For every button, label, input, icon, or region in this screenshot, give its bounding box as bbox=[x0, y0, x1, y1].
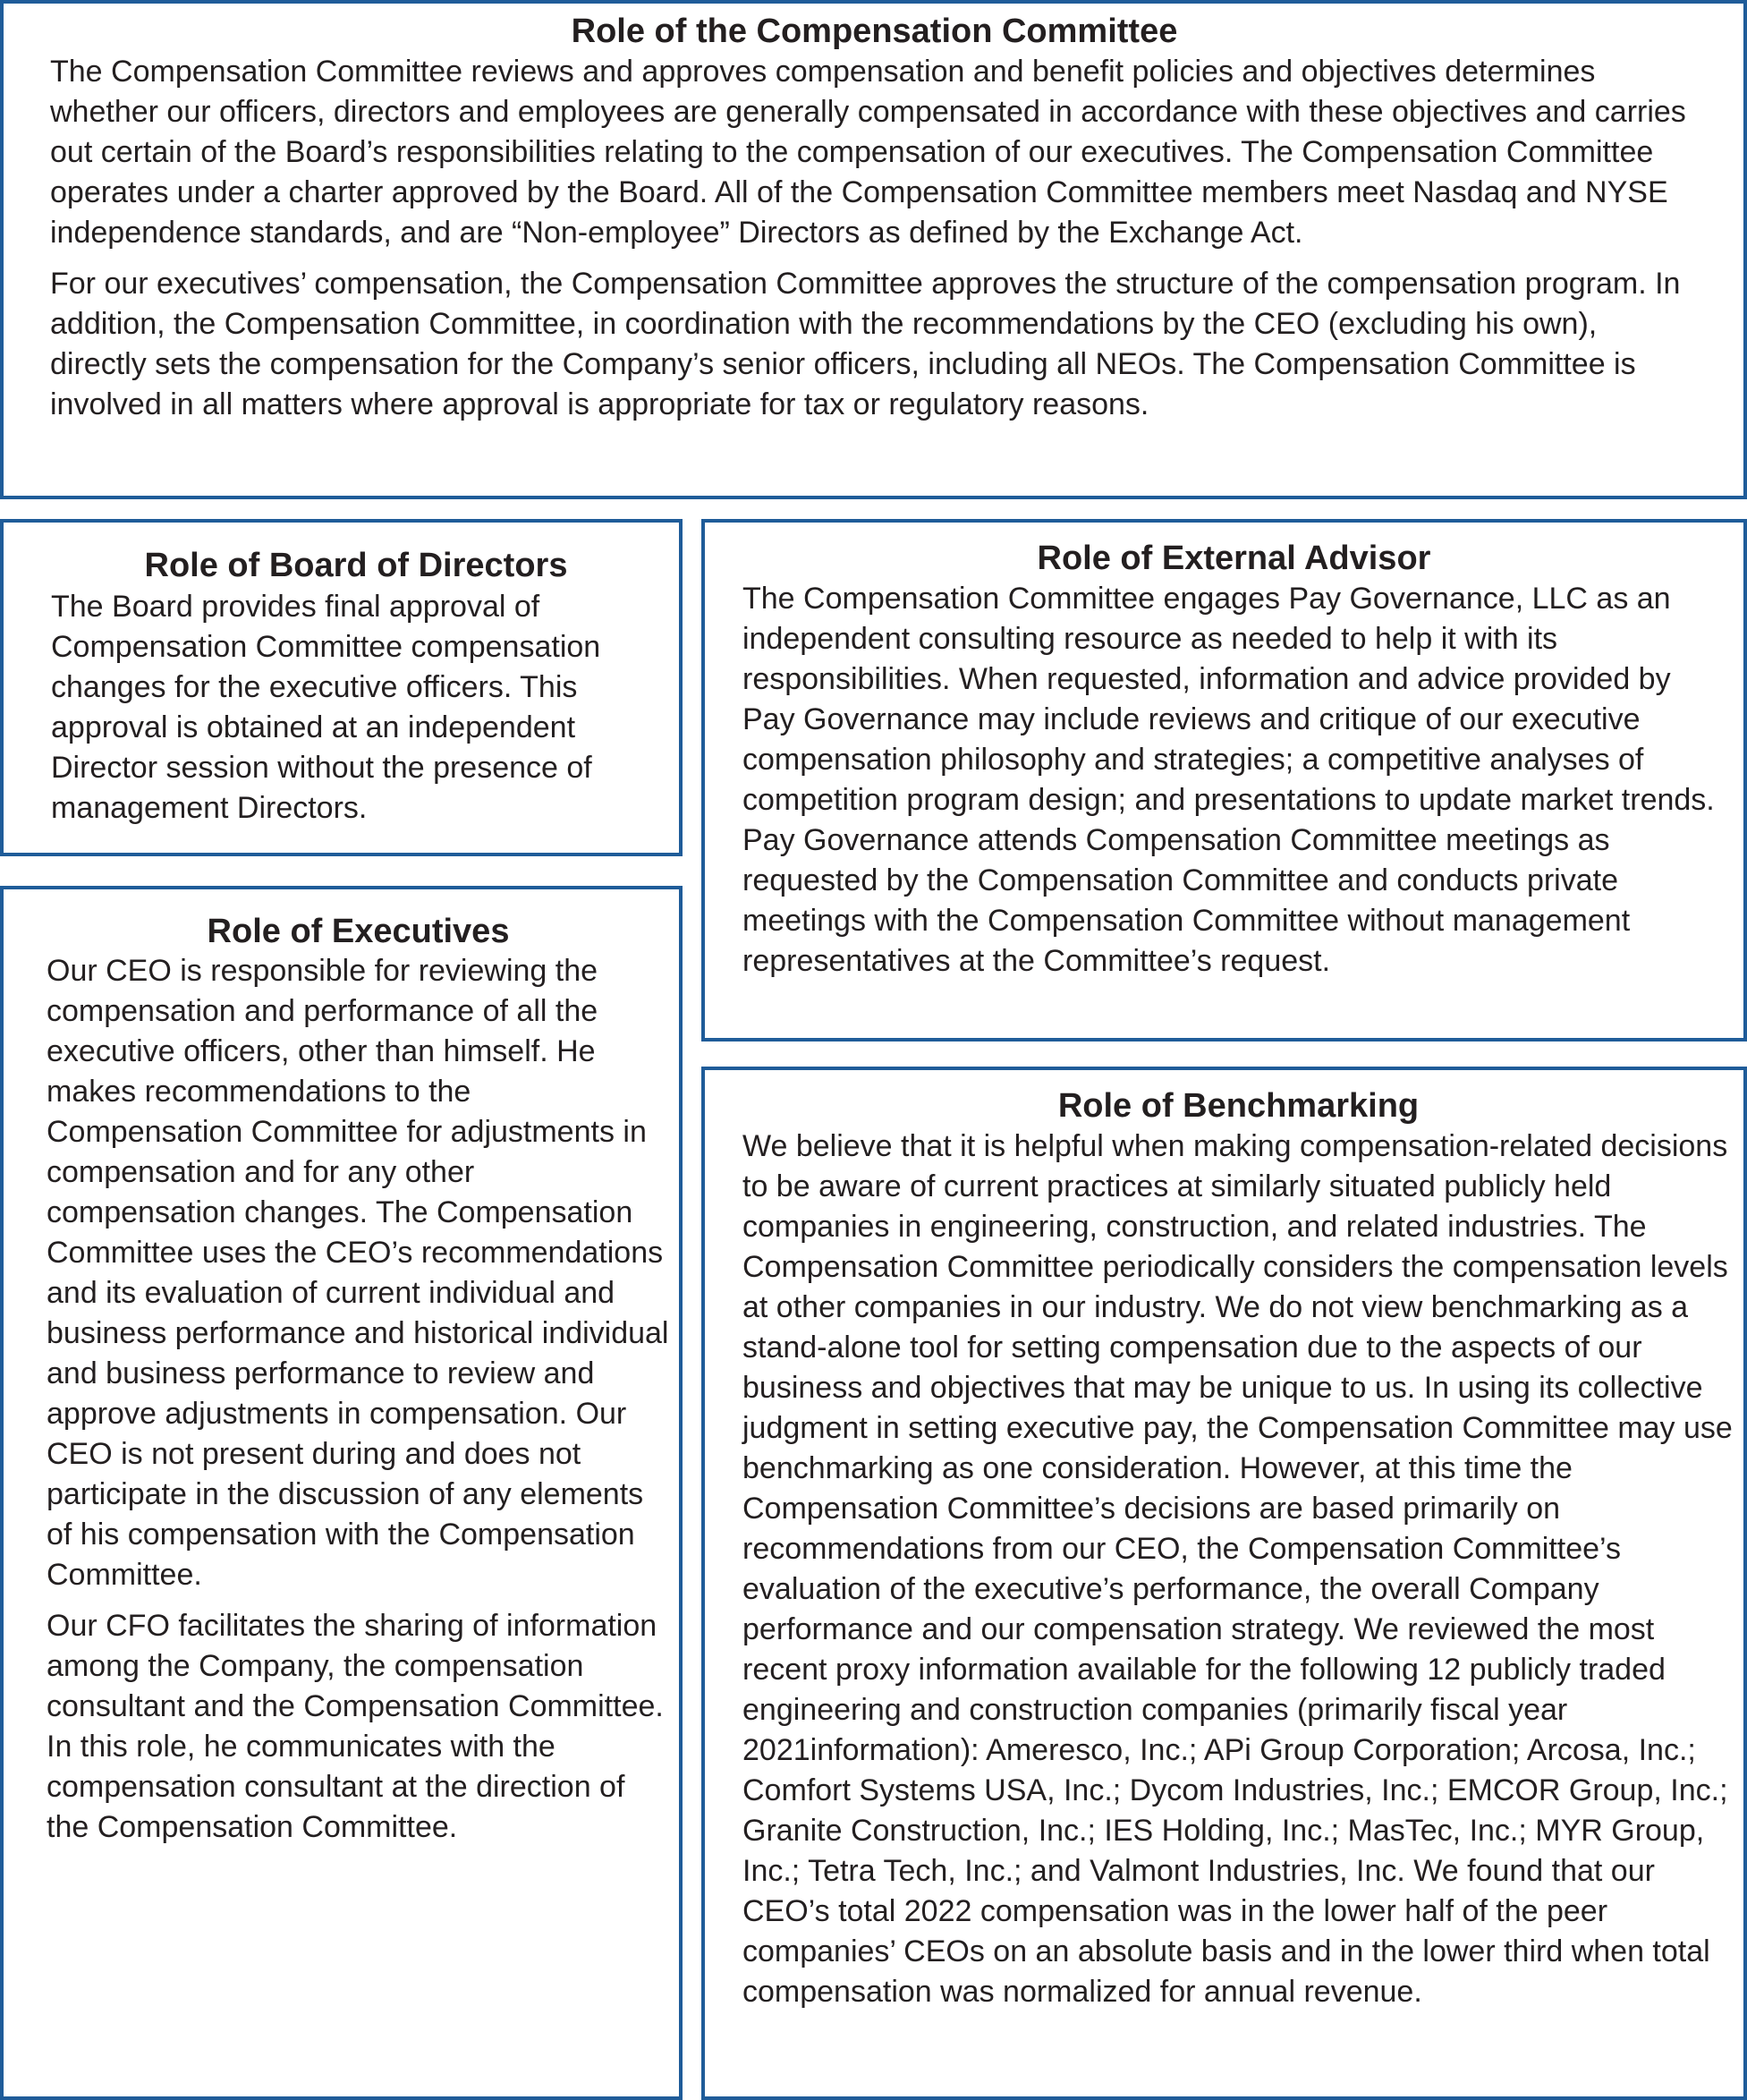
executives-paragraph-2: Our CFO facilitates the sharing of information among the Company, the compensation consultant and the Compensation Committee. In this role, he communicates with the compensation consultant at the direction of the Compensation Committee. bbox=[47, 1609, 664, 1844]
benchmarking-paragraph: We believe that it is helpful when making compensation-related decisions to be aware of current practices at similarly situated publicly held companies in engineering, construction, and related industries. The Compensation Committee periodically considers the compensation levels at other companies in our industry. We do not view benchmarking as a stand-alone tool for setting compensation due to the aspects of our business and objectives that may be unique to us. In using its collective judgment in setting executive pay, the Compensation Committee may use benchmarking as one consideration. However, at this time the Compensation Committee’s decisions are based primarily on recommendations from our CEO, the Compensation Committee’s evaluation of the executive’s performance, the overall Company performance and our compensation strategy. We reviewed the most recent proxy information available for the following 12 publicly traded engineering and construction companies (primarily fiscal year 2021information): Ameresco, Inc.; APi Group Corporation; Arcosa, Inc.; Comfort Systems USA, Inc.; Dycom Industries, Inc.; EMCOR Group, Inc.; Granite Construction, Inc.; IES Holding, Inc.; MasTec, Inc.; MYR Group, Inc.; Tetra Tech, Inc.; and Valmont Industries, Inc. We found that our CEO’s total 2022 compensation was in the lower half of the peer companies’ CEOs on an absolute basis and in the lower third when total compensation was normalized for annual revenue. bbox=[742, 1129, 1733, 2009]
compensation-committee-paragraph-2: For our executives’ compensation, the Compensation Committee approves the structure of the compensation program. In addition, the Compensation Committee, in coordination with the recommendations by the CEO (excluding his own), directly sets the compensation for the Company’s senior officers, including all NEOs. The Compensation Committee is involved in all matters where approval is appropriate for tax or regulatory reasons. bbox=[50, 267, 1681, 421]
executives-paragraph-1: Our CEO is responsible for reviewing the compensation and performance of all the executive officers, other than himself. He makes recommendations to the Compensation Committee for adjustments in compensation and for any other compensation changes. The Compensation Committee uses the CEO’s recommendations and its evaluation of current individual and business performance and historical individual and business performance to review and approve adjustments in compensation. Our CEO is not present during and does not participate in the discussion of any elements of his compensation with the Compensation Committee. bbox=[47, 954, 669, 1592]
board-of-directors-title: Role of Board of Directors bbox=[144, 547, 568, 584]
board-of-directors-paragraph: The Board provides final approval of Compensation Committee compensation changes for the executive officers. This approval is obtained at an independent Director session without the presence of management Directors. bbox=[51, 590, 601, 825]
compensation-committee-box bbox=[0, 0, 1747, 499]
executives-title: Role of Executives bbox=[207, 913, 510, 950]
board-of-directors-box bbox=[0, 519, 683, 856]
external-advisor-title: Role of External Advisor bbox=[1037, 540, 1431, 577]
external-advisor-box bbox=[701, 519, 1747, 1041]
benchmarking-title: Role of Benchmarking bbox=[1057, 1087, 1420, 1125]
compensation-committee-title: Role of the Compensation Committee bbox=[571, 13, 1178, 50]
executives-box bbox=[0, 886, 683, 2100]
benchmarking-box bbox=[701, 1067, 1747, 2100]
external-advisor-paragraph: The Compensation Committee engages Pay Governance, LLC as an independent consulting resource as needed to help it with its responsibilities. When requested, information and advice provided by Pay Governance may include reviews and critique of our executive compensation philosophy and strategies; a competitive analyses of competition program design; and presentations to update market trends. Pay Governance attends Compensation Committee meetings as requested by the Compensation Committee and conducts private meetings with the Compensation Committee without management representatives at the Committee’s request. bbox=[742, 582, 1715, 978]
compensation-committee-paragraph-1: The Compensation Committee reviews and approves compensation and benefit policies and objectives determines whether our officers, directors and employees are generally compensated in accordance with these objectives and carries out certain of the Board’s responsibilities relating to the compensation of our executives. The Compensation Committee operates under a charter approved by the Board. All of the Compensation Committee members meet Nasdaq and NYSE independence standards, and are “Non-employee” Directors as defined by the Exchange Act. bbox=[50, 55, 1686, 250]
